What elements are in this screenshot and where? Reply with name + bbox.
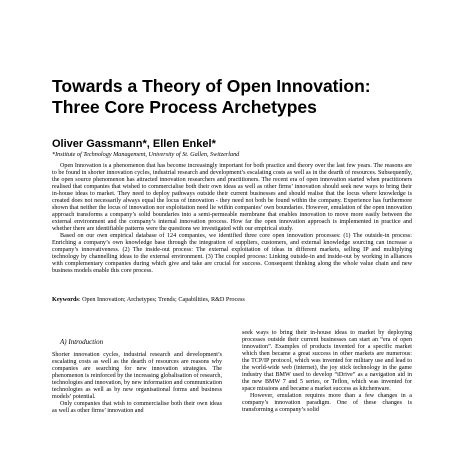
- abstract: [52, 163, 412, 275]
- title-line-1: Towards a Theory of Open Innovation:: [52, 76, 371, 96]
- section-heading-introduction: A) Introduction: [60, 338, 104, 346]
- paper-title: [52, 76, 412, 118]
- abstract-paragraph-1: Open Innovation is a phenomenon that has become increasingly important for both practice and theory over the last few years. The reasons are to be found in shorter innovation cycles, industrial research and development’s escalating costs as well as in the dearth of resources. Subsequently, the open source phenomenon has attracted innovation researchers and practitioners. The recent era of open innovation started when practitioners realised that companies that wished to commercialise both their own ideas as well as other firms’ innovation should seek new ways to bring their in-house ideas to market. They need to deploy pathways outside their current businesses and should realise that the locus where knowledge is created does not necessarily always equal the locus of innovation - they need not both be found within the company. Experience has furthermore shown that neither the locus of innovation nor exploitation need lie within companies’ own boundaries. However, emulation of the open innovation approach transforms a company’s solid boundaries into a semi-permeable membrane that enables innovation to move more easily between the external environment and the company’s internal innovation process. How far the open innovation approach is implemented in practice and whether there are identifiable patterns were the questions we investigated with our empirical study.: [52, 163, 412, 232]
- intro-left-column: [52, 352, 222, 415]
- intro-right-paragraph-2: However, emulation requires more than a few changes in a company’s innovation paradigm. One of these changes is transforming a company’s solid: [242, 393, 412, 413]
- keywords: [52, 296, 412, 304]
- affiliation: *Institute of Technology Management, University of St. Gallen, Switzerland: [52, 151, 240, 158]
- intro-right-paragraph-1: seek ways to bring their in-house ideas to market by deploying processes outside their current businesses can start an “era of open innovation”. Examples of products invented for a specific market which then became a great success in other markets are numerous: the TCP/IP protocol, which was invented for military use and lead to the world-wide web (internet), the joy stick technology in the game industry that BMW used to develop “iDrive” as a navigation aid in the new BMW 7 and 5 series, or Teflon, which was invented for space missions and became a market success as kitchenware.: [242, 330, 412, 392]
- authors: Oliver Gassmann*, Ellen Enkel*: [52, 138, 216, 150]
- intro-left-paragraph-1: Shorter innovation cycles, industrial research and development’s escalating costs as well as the dearth of resources are reasons why companies are searching for new innovation strategies. The phenomenon is reinforced by the increasing globalisation of research, technologies and innovation, by new information and communication technologies as well as by new organisational forms and business models’ potential.: [52, 352, 222, 400]
- intro-right-column: [242, 330, 412, 414]
- abstract-paragraph-2: Based on our own empirical database of 124 companies, we identified three core open innovation processes: (1) The outside-in process: Enriching a company’s own knowledge base through the integration of suppliers, customers, and external knowledge sourcing can increase a company’s innovativeness. (2) The inside-out process: The external exploitation of ideas in different markets, selling IP and multiplying technology by channelling ideas to the external environment. (3) The coupled process: Linking outside-in and inside-out by working in alliances with complementary companies during which give and take are crucial for success. Consequent thinking along the whole value chain and new business models enable this core process.: [52, 233, 412, 274]
- keywords-text: : Open Innovation; Archetypes; Trends; Capabilities, R&D Process: [78, 296, 245, 303]
- title-line-2: Three Core Process Archetypes: [52, 97, 317, 117]
- intro-left-paragraph-2: Only companies that wish to commercialise both their own ideas as well as other firms’ innovation and: [52, 401, 222, 414]
- keywords-label: Keywords: [52, 296, 79, 303]
